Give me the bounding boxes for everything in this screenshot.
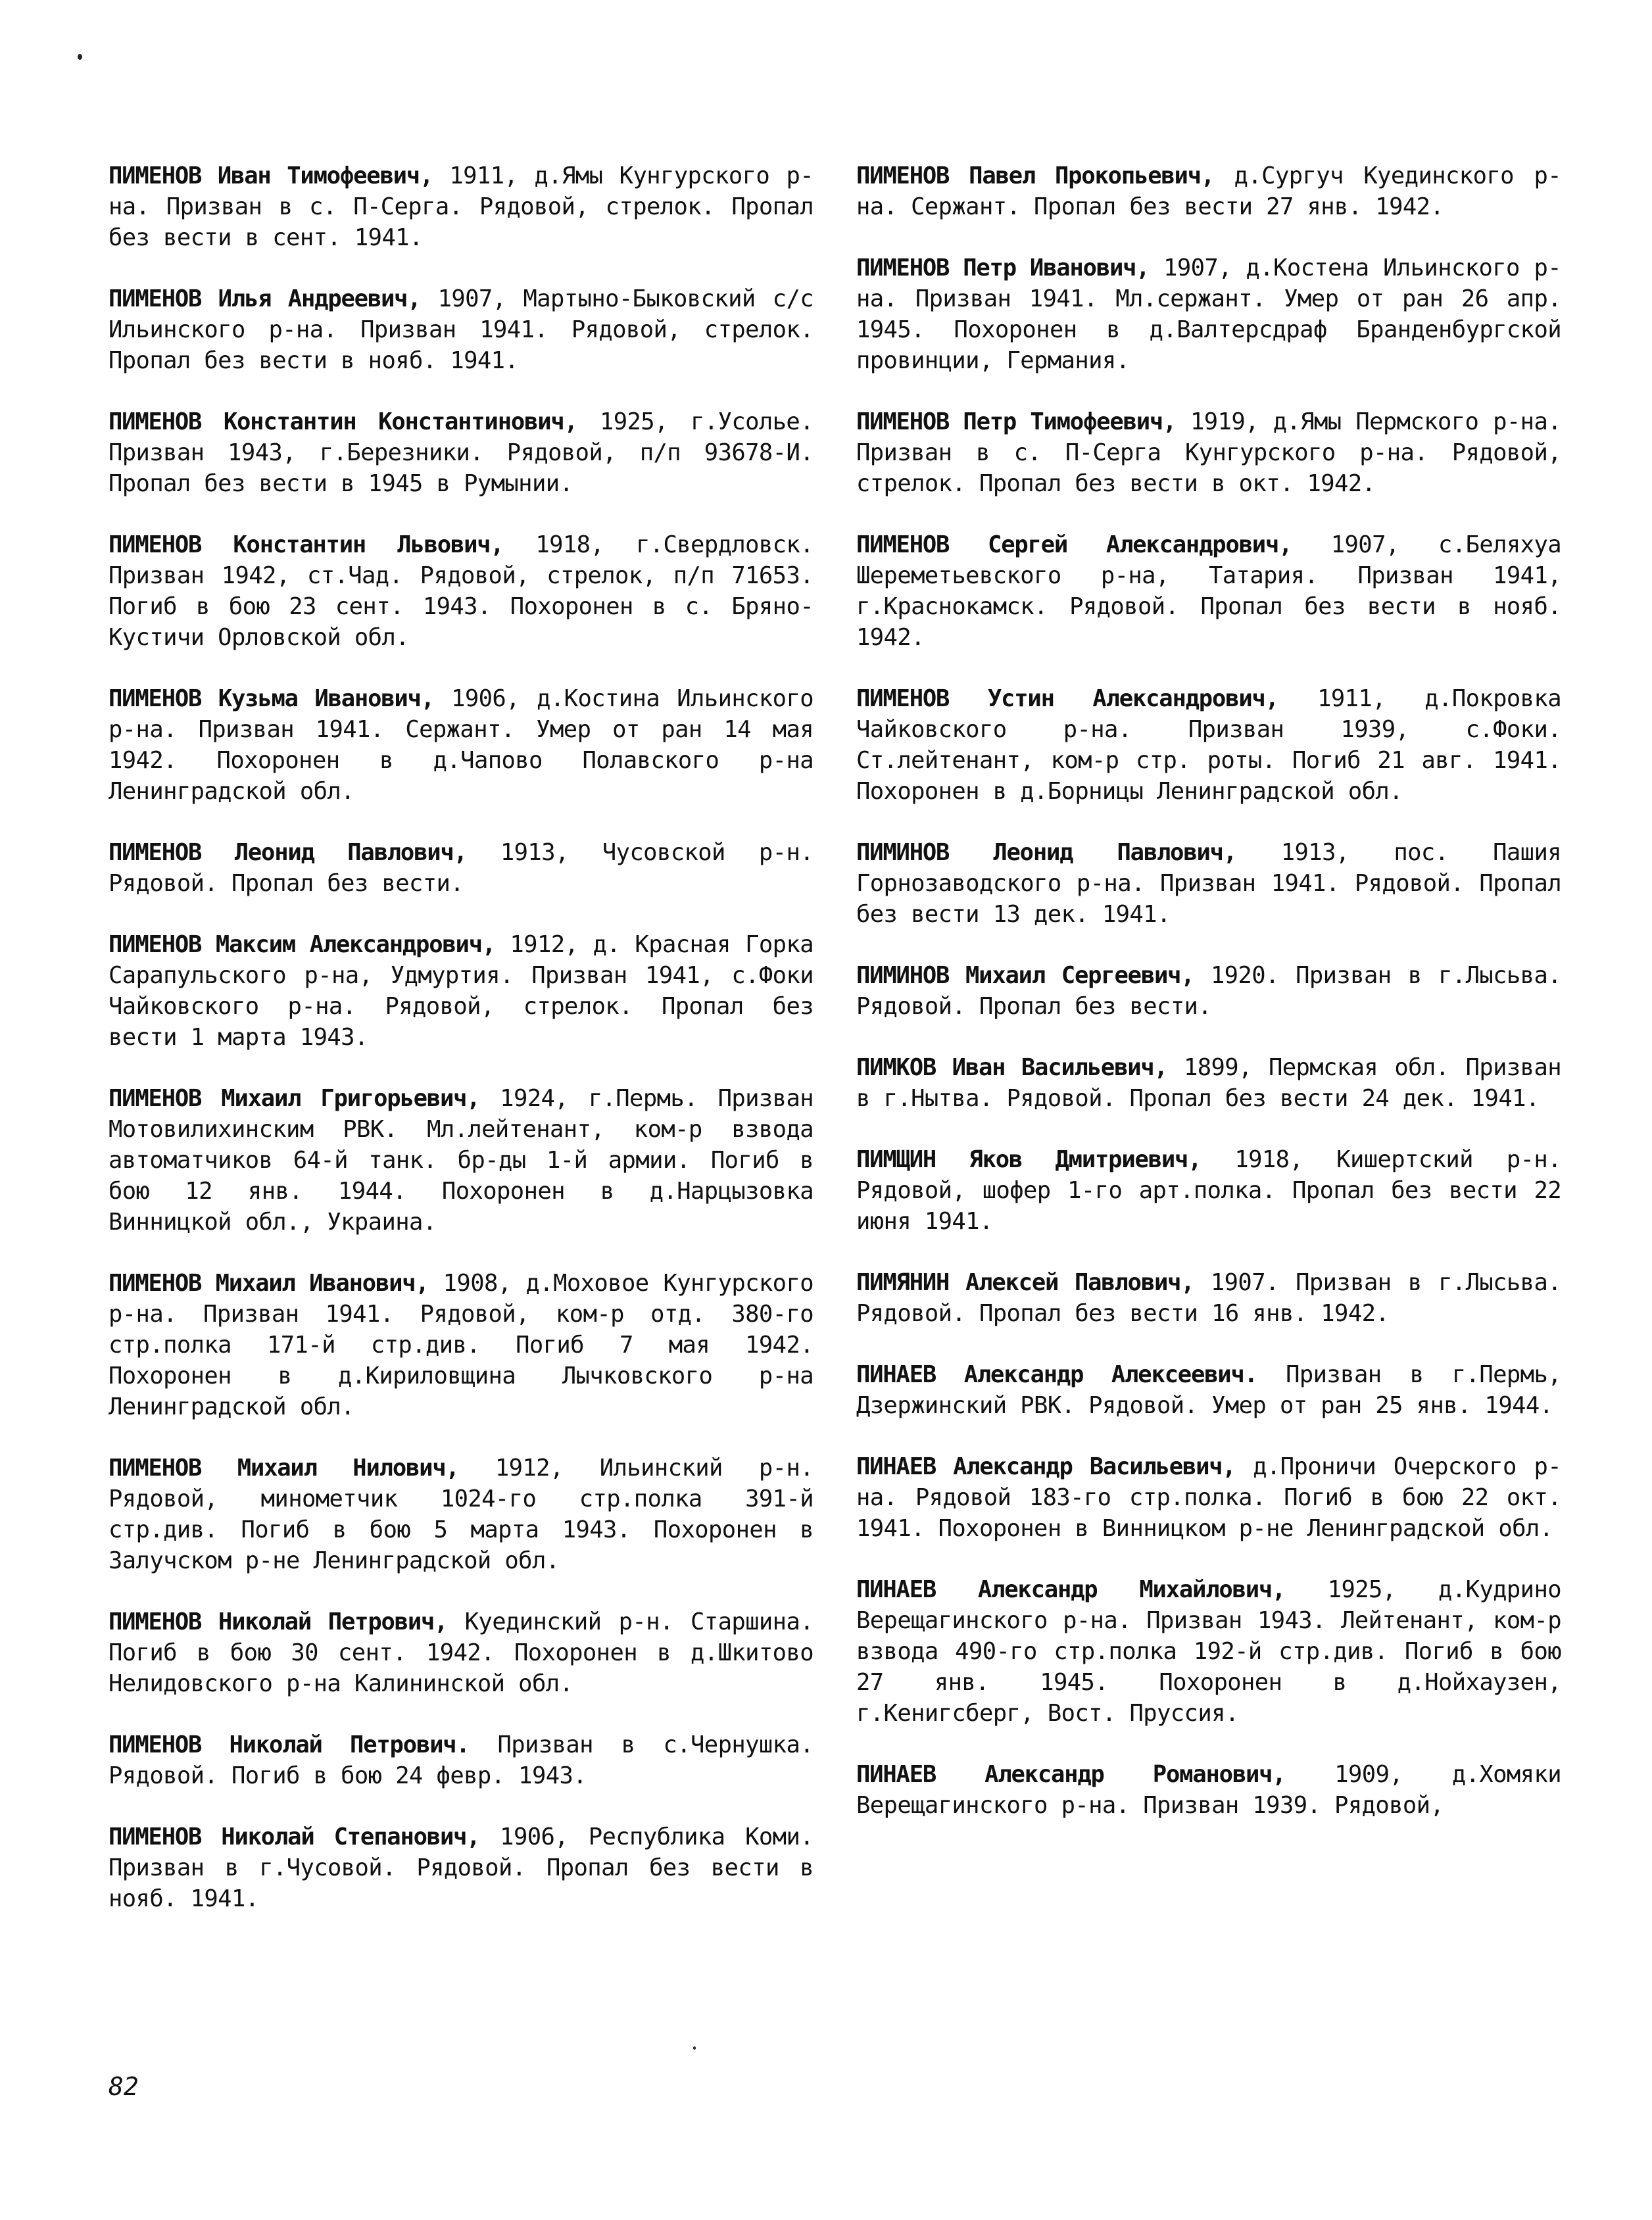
- entry-details: 1911, д.Ямы Кунгурского р-на. Призван в с. П-Серга. Рядовой, стрелок. Пропал без вести в сент. 1941.: [109, 162, 814, 251]
- entry-details: 1907, д.Костена Ильинского р-на. Призван 1941. Мл.сержант. Умер от ран 26 апр. 1945. Похоронен в д.Валтерсдраф Бранденбургской провинции, Германия.: [856, 254, 1561, 374]
- entry-details: 1920. Призван в г.Лысьва. Рядовой. Пропал без вести.: [856, 962, 1561, 1020]
- entry-name: ПИМЕНОВ Петр Иванович,: [856, 254, 1150, 281]
- entry-name: ПИНАЕВ Александр Михайлович,: [856, 1576, 1286, 1603]
- entry-name: ПИМЕНОВ Илья Андреевич,: [109, 285, 421, 312]
- entry-name: ПИМКОВ Иван Васильевич,: [856, 1054, 1167, 1081]
- entry-details: Призван в г.Пермь, Дзержинский РВК. Рядовой. Умер от ран 25 янв. 1944.: [856, 1361, 1561, 1419]
- biography-entry: [109, 283, 814, 376]
- entry-details: 1911, д.Покровка Чайковского р-на. Призван 1939, с.Фоки. Ст.лейтенант, ком-р стр. роты. Погиб 21 авг. 1941. Похоронен в д.Борницы Ленинградской обл.: [856, 685, 1562, 805]
- biography-entry: [856, 837, 1561, 930]
- entry-details: 1925, г.Усолье. Призван 1943, г.Березники. Рядовой, п/п 93678-И. Пропал без вести в 1945 в Румынии.: [109, 408, 814, 497]
- page-number: 82: [109, 2072, 139, 2101]
- biography-entry: [109, 1268, 814, 1422]
- biography-entry: [109, 1822, 814, 1914]
- biography-entry: [109, 1606, 814, 1699]
- entry-name: ПИМЕНОВ Михаил Иванович,: [109, 1270, 429, 1297]
- biography-entry: [109, 406, 814, 499]
- entry-details: 1924, г.Пермь. Призван Мотовилихинским РВК. Мл.лейтенант, ком-р взвода автоматчиков 64-й танк. бр-ды 1-й армии. Погиб в бою 12 янв. 1944. Похоронен в д.Нарцызовка Винницкой обл., Украина.: [109, 1085, 814, 1236]
- entry-name: ПИМЕНОВ Михаил Григорьевич,: [109, 1085, 480, 1112]
- entry-name: ПИМЕНОВ Иван Тимофеевич,: [109, 162, 433, 189]
- biography-entry: [856, 1052, 1561, 1114]
- entry-name: ПИНАЕВ Александр Алексеевич.: [856, 1361, 1257, 1388]
- entry-details: 1907, Мартыно-Быковский с/с Ильинского р-на. Призван 1941. Рядовой, стрелок. Пропал без вести в нояб. 1941.: [109, 285, 814, 374]
- entry-name: ПИМЕНОВ Устин Александрович,: [856, 685, 1278, 712]
- entry-details: 1913, Чусовской р-н. Рядовой. Пропал без вести.: [109, 839, 814, 897]
- entry-details: д.Сургуч Куединского р-на. Сержант. Пропал без вести 27 янв. 1942.: [856, 162, 1561, 220]
- entry-name: ПИМЕНОВ Сергей Александрович,: [856, 531, 1292, 558]
- entry-details: 1918, г.Свердловск. Призван 1942, ст.Чад. Рядовой, стрелок, п/п 71653. Погиб в бою 23 сент. 1943. Похоронен в с. Бряно-Кустичи Орловской обл.: [109, 531, 814, 651]
- biography-entry: [856, 960, 1561, 1022]
- entry-name: ПИМЕНОВ Николай Петрович,: [109, 1608, 448, 1635]
- biography-entry: [109, 529, 814, 653]
- biography-entry: [109, 837, 814, 899]
- entry-details: 1913, пос. Пашия Горнозаводского р-на. Призван 1941. Рядовой. Пропал без вести 13 дек. 1941.: [856, 839, 1561, 928]
- entry-name: ПИМЩИН Яков Дмитриевич,: [856, 1146, 1202, 1173]
- entry-name: ПИМЕНОВ Максим Александрович,: [109, 931, 496, 958]
- biography-entry: [109, 683, 814, 807]
- entry-name: ПИМЕНОВ Константин Константинович,: [109, 408, 577, 435]
- entry-name: ПИМЕНОВ Кузьма Иванович,: [109, 685, 434, 712]
- entry-details: 1909, д.Хомяки Верещагинского р-на. Призван 1939. Рядовой,: [856, 1761, 1562, 1819]
- entry-details: 1908, д.Моховое Кунгурского р-на. Призван 1941. Рядовой, ком-р отд. 380-го стр.полка 171-й стр.див. Погиб 7 мая 1942. Похоронен в д.Кириловщина Лычковского р-на Ленинградской обл.: [109, 1270, 814, 1420]
- entry-name: ПИМИНОВ Михаил Сергеевич,: [856, 962, 1194, 989]
- left-column: [109, 160, 814, 1944]
- entry-name: ПИНАЕВ Александр Васильевич,: [856, 1453, 1236, 1480]
- biography-entry: [109, 929, 814, 1053]
- entry-details: 1907, с.Беляхуа Шереметьевского р-на, Татария. Призван 1941, г.Краснокамск. Рядовой. Пропал без вести в нояб. 1942.: [856, 531, 1561, 651]
- biography-entry: [856, 1359, 1561, 1421]
- biography-entry: [109, 1453, 814, 1576]
- biography-entry: [856, 1574, 1561, 1729]
- entry-name: ПИМЕНОВ Леонид Павлович,: [109, 839, 467, 866]
- entry-details: 1925, д.Кудрино Верещагинского р-на. Призван 1943. Лейтенант, ком-р взвода 490-го стр.полка 192-й стр.див. Погиб в бою 27 янв. 1945. Похоронен в д.Нойхаузен, г.Кенигсберг, Вост. Пруссия.: [856, 1576, 1561, 1727]
- entry-name: ПИМЕНОВ Петр Тимофеевич,: [856, 408, 1177, 435]
- scan-speck: [693, 2046, 696, 2050]
- biography-entry: [856, 253, 1561, 376]
- entry-details: 1918, Кишертский р-н. Рядовой, шофер 1-го арт.полка. Пропал без вести 22 июня 1941.: [856, 1146, 1561, 1235]
- entry-name: ПИМЕНОВ Павел Прокопьевич,: [856, 162, 1215, 189]
- entry-name: ПИМЯНИН Алексей Павлович,: [856, 1269, 1194, 1296]
- entry-name: ПИМИНОВ Леонид Павлович,: [856, 839, 1237, 866]
- entry-details: 1907. Призван в г.Лысьва. Рядовой. Пропал без вести 16 янв. 1942.: [856, 1269, 1561, 1327]
- biography-entry: [856, 1451, 1561, 1544]
- biography-entry: [109, 1083, 814, 1238]
- scan-speck: [78, 54, 82, 60]
- entry-details: 1906, Республика Коми. Призван в г.Чусовой. Рядовой. Пропал без вести в нояб. 1941.: [109, 1823, 814, 1912]
- entry-details: д.Проничи Очерского р-на. Рядовой 183-го стр.полка. Погиб в бою 22 окт. 1941. Похоронен в Винницком р-не Ленинградской обл.: [856, 1453, 1561, 1542]
- biography-entry: [856, 529, 1561, 653]
- biography-entry: [856, 406, 1561, 499]
- entry-details: 1899, Пермская обл. Призван в г.Нытва. Рядовой. Пропал без вести 24 дек. 1941.: [856, 1054, 1562, 1112]
- entry-name: ПИМЕНОВ Михаил Нилович,: [109, 1455, 459, 1482]
- entry-details: 1912, Ильинский р-н. Рядовой, минометчик 1024-го стр.полка 391-й стр.див. Погиб в бою 5 марта 1943. Похоронен в Залучском р-не Ленинградской обл.: [109, 1455, 814, 1574]
- entry-name: ПИМЕНОВ Николай Степанович,: [109, 1823, 480, 1850]
- entry-details: 1906, д.Костина Ильинского р-на. Призван 1941. Сержант. Умер от ран 14 мая 1942. Похоронен в д.Чапово Полавского р-на Ленинградской обл.: [109, 685, 814, 805]
- entry-details: Куединский р-н. Старшина. Погиб в бою 30 сент. 1942. Похоронен в д.Шкитово Нелидовского р-на Калининской обл.: [109, 1608, 814, 1697]
- biography-entry: [856, 1759, 1561, 1821]
- entry-name: ПИНАЕВ Александр Романович,: [856, 1761, 1286, 1788]
- entry-details: 1912, д. Красная Горка Сарапульского р-на, Удмуртия. Призван 1941, с.Фоки Чайковского р-на. Рядовой, стрелок. Пропал без вести 1 марта 1943.: [109, 931, 814, 1051]
- biography-entry: [109, 160, 814, 253]
- biography-entry: [856, 1267, 1561, 1329]
- biography-entry: [856, 683, 1561, 807]
- entry-details: Призван в с.Чернушка. Рядовой. Погиб в бою 24 февр. 1943.: [109, 1731, 814, 1789]
- biography-entry: [856, 1144, 1561, 1237]
- right-column: [856, 160, 1561, 1851]
- entry-details: 1919, д.Ямы Пермского р-на. Призван в с. П-Серга Кунгурского р-на. Рядовой, стрелок. Пропал без вести в окт. 1942.: [856, 408, 1561, 497]
- entry-name: ПИМЕНОВ Константин Львович,: [109, 531, 504, 558]
- biography-entry: [109, 1729, 814, 1791]
- biography-entry: [856, 160, 1561, 222]
- entry-name: ПИМЕНОВ Николай Петрович.: [109, 1731, 470, 1758]
